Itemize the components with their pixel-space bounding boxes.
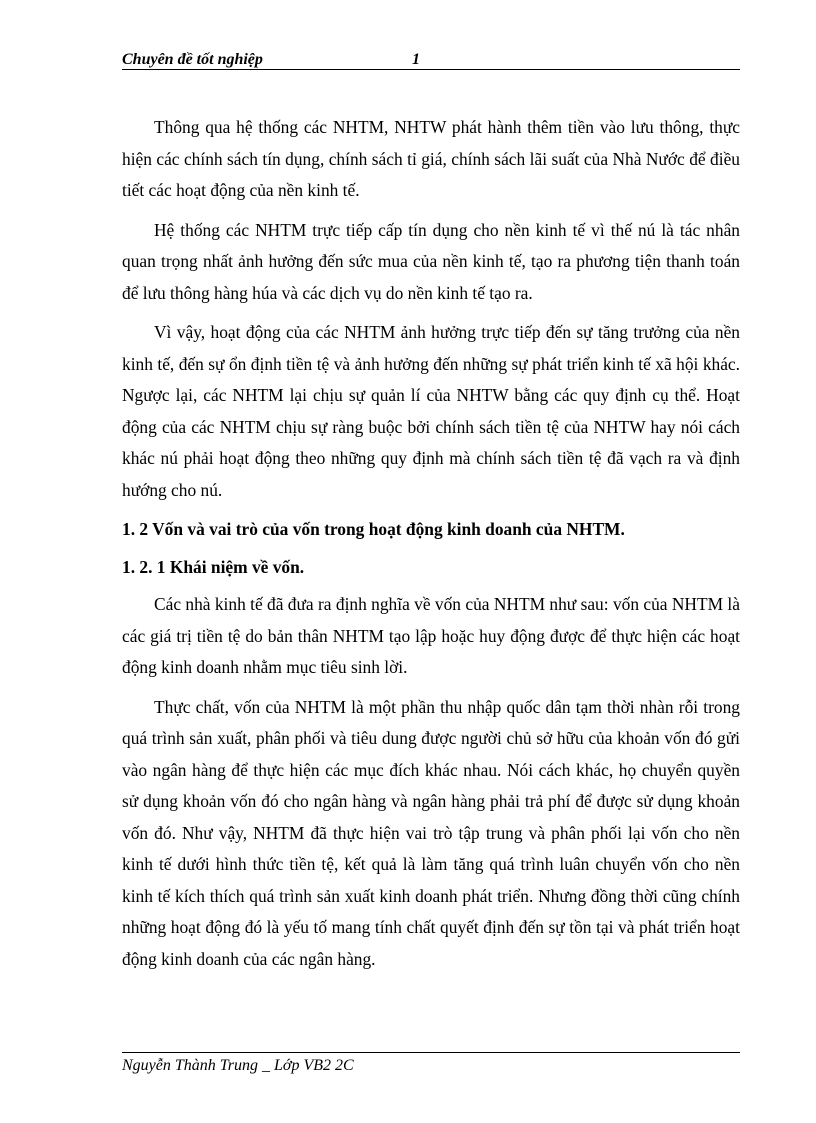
section-heading: 1. 2 Vốn và vai trò của vốn trong hoạt động kinh doanh của NHTM. xyxy=(122,519,625,539)
paragraph: Thông qua hệ thống các NHTM, NHTW phát hành thêm tiền vào lưu thông, thực hiện các chính sách tín dụng, chính sách tỉ giá, chính sách lãi suất của Nhà Nước để điều tiết các hoạt động của nền kinh tế. xyxy=(122,117,740,200)
footer-divider xyxy=(122,1052,740,1053)
subsection-heading: 1. 2. 1 Khái niệm về vốn. xyxy=(122,556,305,577)
header-divider xyxy=(122,69,740,70)
paragraph: Hệ thống các NHTM trực tiếp cấp tín dụng cho nền kinh tế vì thế nú là tác nhân quan trọng nhất ảnh hưởng đến sức mua của nền kinh tế, tạo ra phương tiện thanh toán để lưu thông hàng húa và các dịch vụ do nền kinh tế tạo ra. xyxy=(122,219,740,303)
page-number: 1 xyxy=(412,51,420,68)
document-body xyxy=(122,112,740,983)
paragraph: Thực chất, vốn của NHTM là một phần thu nhập quốc dân tạm thời nhàn rỗi trong quá trình sản xuất, phân phối và tiêu dung được người chủ sở hữu của khoản vốn đó gửi vào ngân hàng để thực hiện các mục đích khác nhau. Nói cách khác, họ chuyển quyền sử dụng khoản vốn đó cho ngân hàng và ngân hàng phải trả phí để được sử dụng khoản vốn đó. Như vậy, NHTM đã thực hiện vai trò tập trung và phân phối lại vốn cho nền kinh tế dưới hình thức tiền tệ, kết quả là làm tăng quá trình luân chuyển vốn cho nền kinh tế kích thích quá trình sản xuất kinh doanh phát triển. Nhưng đồng thời cũng chính những hoạt động đó là yếu tố mang tính chất quyết định đến sự tồn tại và phát triển hoạt động kinh doanh của các ngân hàng. xyxy=(122,696,740,969)
paragraph: Vì vậy, hoạt động của các NHTM ảnh hưởng trực tiếp đến sự tăng trưởng của nền kinh tế, đến sự ổn định tiền tệ và ảnh hưởng đến những sự phát triển kinh tế xã hội khác. Ngược lại, các NHTM lại chịu sự quản lí của NHTW bằng các quy định cụ thể. Hoạt động của các NHTM chịu sự ràng buộc bởi chính sách tiền tệ của NHTW hay nói cách khác nú phải hoạt động theo những quy định mà chính sách tiền tệ đã vạch ra và định hướng cho nú. xyxy=(122,322,740,500)
header-title: Chuyên đề tốt nghiệp xyxy=(122,51,263,68)
page-footer: Nguyễn Thành Trung _ Lớp VB2 2C xyxy=(122,1057,354,1074)
page-header xyxy=(122,50,740,70)
paragraph: Các nhà kinh tế đã đưa ra định nghĩa về vốn của NHTM như sau: vốn của NHTM là các giá trị tiền tệ do bản thân NHTM tạo lập hoặc huy động được để thực hiện các hoạt động kinh doanh nhằm mục tiêu sinh lời. xyxy=(122,594,740,677)
